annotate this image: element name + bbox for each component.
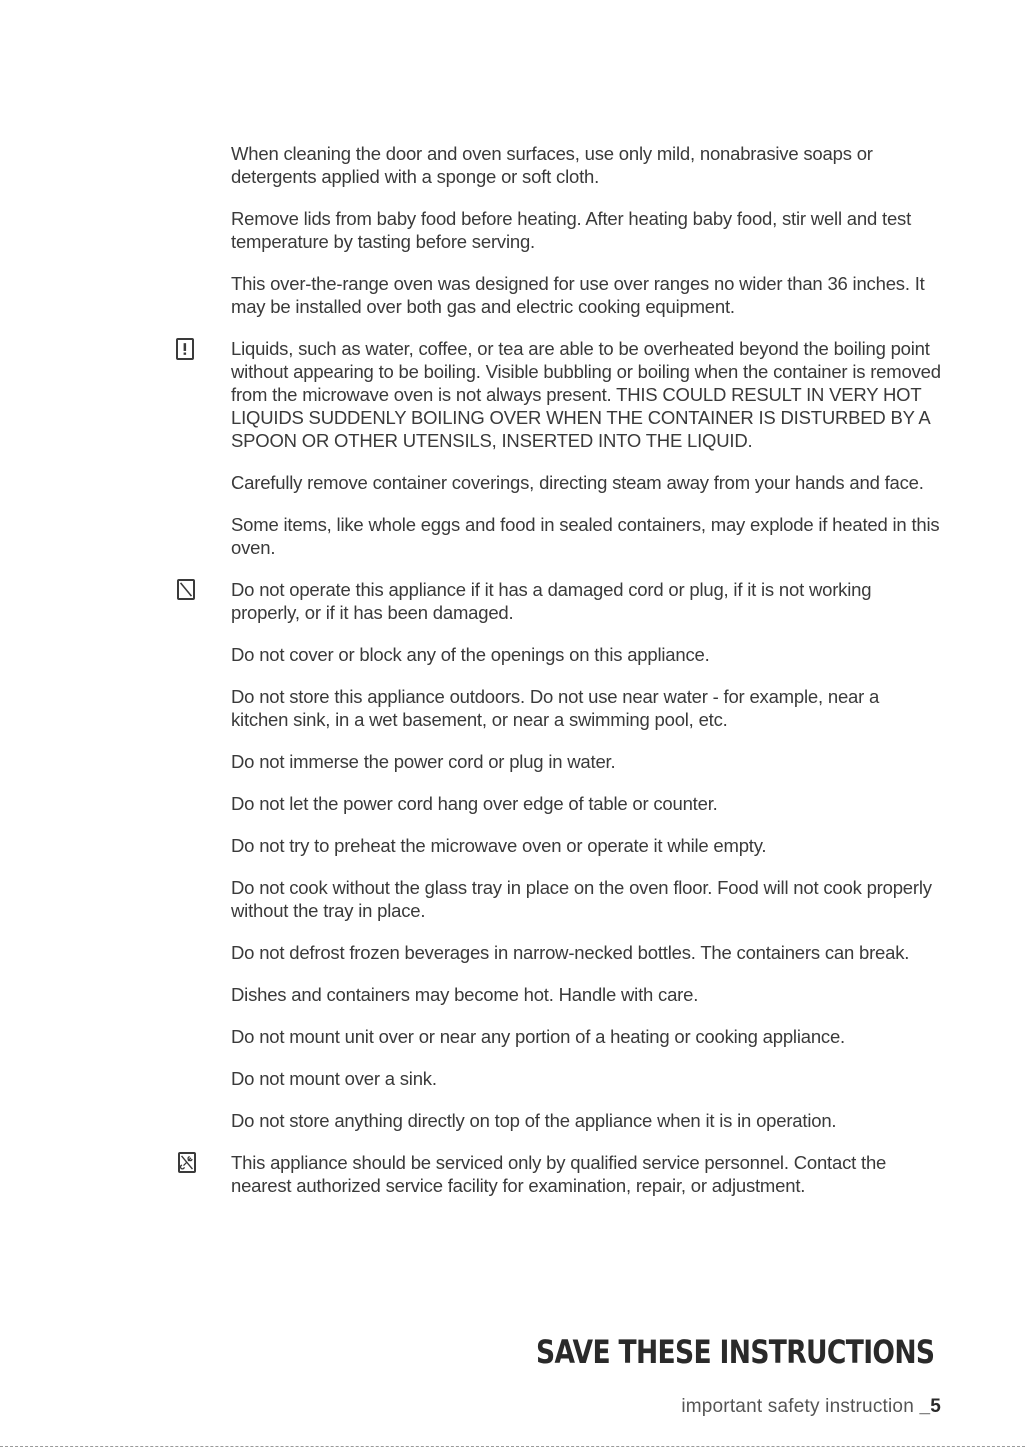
instruction-text: Do not cook without the glass tray in place on the oven floor. Food will not cook properly without the tray in place.: [231, 877, 932, 921]
instruction-item: [231, 337, 941, 452]
instruction-item: [231, 1151, 941, 1197]
instruction-item: [231, 142, 941, 188]
instruction-item: [231, 1025, 941, 1048]
instruction-item: [231, 643, 941, 666]
instruction-item: [231, 941, 941, 964]
instruction-item: [231, 983, 941, 1006]
instruction-text: Some items, like whole eggs and food in sealed containers, may explode if heated in this oven.: [231, 514, 940, 558]
bottom-divider: [0, 1446, 1025, 1447]
instruction-text: When cleaning the door and oven surfaces, use only mild, nonabrasive soaps or detergents applied with a sponge or soft cloth.: [231, 143, 873, 187]
instruction-text: Do not mount over a sink.: [231, 1068, 437, 1089]
instruction-text: Do not let the power cord hang over edge of table or counter.: [231, 793, 718, 814]
instruction-item: [231, 792, 941, 815]
instruction-item: [231, 1067, 941, 1090]
instruction-item: [231, 1109, 941, 1132]
instruction-item: [231, 685, 941, 731]
instruction-text: Carefully remove container coverings, directing steam away from your hands and face.: [231, 472, 924, 493]
instruction-text: Do not immerse the power cord or plug in water.: [231, 751, 616, 772]
instructions-list: [231, 142, 941, 1216]
caution-icon: [176, 338, 194, 360]
instruction-item: [231, 207, 941, 253]
instruction-item: [231, 876, 941, 922]
instruction-item: [231, 750, 941, 773]
instruction-text: Liquids, such as water, coffee, or tea are able to be overheated beyond the boiling point without appearing to be boiling. Visible bubbling or boiling when the container is removed from the microwave oven is not always present. THIS COULD RESULT IN VERY HOT LIQUIDS SUDDENLY BOILING OVER WHEN THE CONTAINER IS DISTURBED BY A SPOON OR OTHER UTENSILS, INSERTED INTO THE LIQUID.: [231, 338, 941, 451]
instruction-text: Do not try to preheat the microwave oven or operate it while empty.: [231, 835, 767, 856]
instruction-text: Do not cover or block any of the openings on this appliance.: [231, 644, 710, 665]
instruction-item: [231, 578, 941, 624]
instruction-text: This appliance should be serviced only by qualified service personnel. Contact the nearest authorized service facility for examination, repair, or adjustment.: [231, 1152, 887, 1196]
instruction-text: Dishes and containers may become hot. Handle with care.: [231, 984, 699, 1005]
instruction-item: [231, 471, 941, 494]
save-instructions-heading: SAVE THESE INSTRUCTIONS: [536, 1333, 935, 1371]
instruction-text: Do not defrost frozen beverages in narrow-necked bottles. The containers can break.: [231, 942, 910, 963]
instruction-text: This over-the-range oven was designed for use over ranges no wider than 36 inches. It may be installed over both gas and electric cooking equipment.: [231, 273, 925, 317]
instruction-item: [231, 513, 941, 559]
service-icon: [178, 1152, 196, 1173]
instruction-text: Do not store anything directly on top of the appliance when it is in operation.: [231, 1110, 837, 1131]
instruction-item: [231, 834, 941, 857]
instruction-text: Remove lids from baby food before heating. After heating baby food, stir well and test temperature by tasting before serving.: [231, 208, 912, 252]
instruction-text: Do not operate this appliance if it has a damaged cord or plug, if it is not working properly, or if it has been damaged.: [231, 579, 872, 623]
page-number: _5: [919, 1396, 941, 1417]
instruction-item: [231, 272, 941, 318]
footer-section-title: important safety instruction: [681, 1396, 914, 1417]
instruction-text: Do not mount unit over or near any portion of a heating or cooking appliance.: [231, 1026, 845, 1047]
prohibited-icon: [177, 579, 195, 600]
instruction-text: Do not store this appliance outdoors. Do not use near water - for example, near a kitchen sink, in a wet basement, or near a swimming pool, etc.: [231, 686, 880, 730]
page-footer: [681, 1396, 941, 1418]
